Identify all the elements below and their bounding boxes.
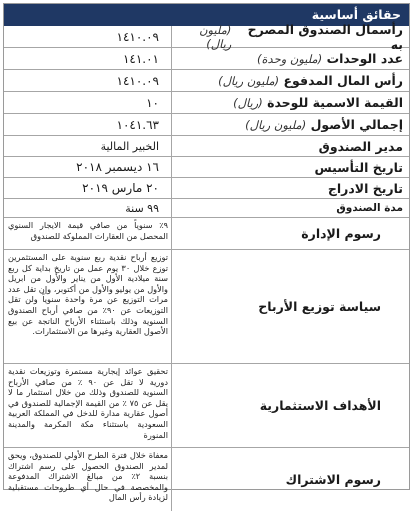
label-unit: (ريال)	[233, 95, 263, 110]
table-row-management-fee	[4, 218, 409, 250]
label-unit: (مليون ريال)	[199, 22, 232, 51]
label-unit: (مليون ريال)	[245, 117, 307, 132]
label-text: رأس المال المدفوع	[283, 73, 403, 88]
table-row-listing-date	[4, 178, 409, 199]
row-value: ١٠٤١.٦٣	[116, 117, 159, 132]
row-label	[171, 92, 409, 113]
table-row-fund-term	[4, 199, 409, 218]
label-text: عدد الوحدات	[326, 51, 403, 66]
table-header: حقائق أساسية	[4, 4, 409, 26]
row-value: ١٤١٠.٠٩	[116, 73, 159, 88]
row-label	[171, 21, 409, 52]
table-row-inception-date	[4, 157, 409, 178]
table-row-fund-manager	[4, 136, 409, 157]
row-label: رسوم الإدارة	[171, 218, 409, 249]
row-label	[171, 48, 409, 69]
row-value: ٢٠ مارس ٢٠١٩	[82, 181, 159, 195]
label-text: رأسمال الصندوق المصرح به	[247, 21, 403, 52]
row-value: ٩٪ سنوياً من صافي قيمة الايجار السنوي المحصل من العقارات المملوكة للصندوق	[8, 220, 168, 241]
row-label: رسوم الاشتراك	[171, 448, 409, 511]
table-row-total-assets	[4, 114, 409, 136]
row-label: مدير الصندوق	[171, 136, 409, 156]
label-text: إجمالي الأصول	[310, 117, 403, 132]
table-row-nominal-value	[4, 92, 409, 114]
label-text: القيمة الاسمية للوحدة	[267, 95, 403, 110]
row-value: ١٦ ديسمبر ٢٠١٨	[76, 160, 159, 174]
label-unit: (مليون ريال)	[218, 73, 280, 88]
row-value: ١٤١٠.٠٩	[116, 29, 159, 44]
table-row-subscription-fee	[4, 448, 409, 511]
row-label: الأهداف الاستثمارية	[171, 364, 409, 447]
key-facts-table	[3, 3, 410, 503]
row-value: تحقيق عوائد إيجارية مستمرة وتوزيعات نقدية دورية لا تقل عن ٩٠ ٪ من صافي الأرباح السنوية للصندوق وذلك من خلال استثمار ما لا يقل عن ٧٥ ٪ من القيمة الإجمالية للصندوق في أصول عقارية مدارة للدخل في المملكة العربية السعودية باستثناء مكة المكرمة والمدينة المنورة	[8, 366, 168, 440]
row-value: الخبير المالية	[100, 139, 159, 153]
row-value: معفاة خلال فترة الطرح الأولي للصندوق، ويحق لمدير الصندوق الحصول على رسم اشتراك بنسبة ٢٪ من مبالغ الاشتراك المدفوعة والمخصصة في حال أي طروحات مستقبلية لزيادة رأس المال	[8, 450, 168, 503]
table-row-dividend-policy	[4, 250, 409, 364]
row-value: ٩٩ سنة	[125, 201, 159, 215]
row-value: توزيع أرباح نقدية ربع سنوية على المستثمرين توزع خلال ٣٠ يوم عمل من تاريخ بداية كل ربع سنة ميلادية الأول من يناير والأول من ابريل والأول من يوليو والأول من أكتوبر، وإن تقل عدد مرات التوزيع عن مرة واحدة سنوياً ولن تقل التوزيعات عن ٩٠٪ من صافي أرباح الصندوق السنوية وذلك باستثناء الأرباح الناتجة عن بيع الأصول العقارية وغيرها من الاستثمارات.	[8, 252, 169, 337]
label-unit: (مليون وحدة)	[257, 51, 323, 66]
row-value: ١٠	[146, 95, 159, 110]
row-value: ١٤١.٠١	[122, 51, 159, 66]
row-label: تاريخ التأسيس	[171, 157, 409, 177]
row-label: مدة الصندوق	[171, 199, 409, 217]
row-label: تاريخ الادراج	[171, 178, 409, 198]
table-row-units	[4, 48, 409, 70]
table-row-investment-objectives	[4, 364, 409, 448]
row-label	[171, 114, 409, 135]
table-row-authorized-capital	[4, 21, 409, 52]
row-label	[171, 70, 409, 91]
table-row-paid-capital	[4, 70, 409, 92]
row-label: سياسة توزيع الأرباح	[171, 250, 409, 363]
